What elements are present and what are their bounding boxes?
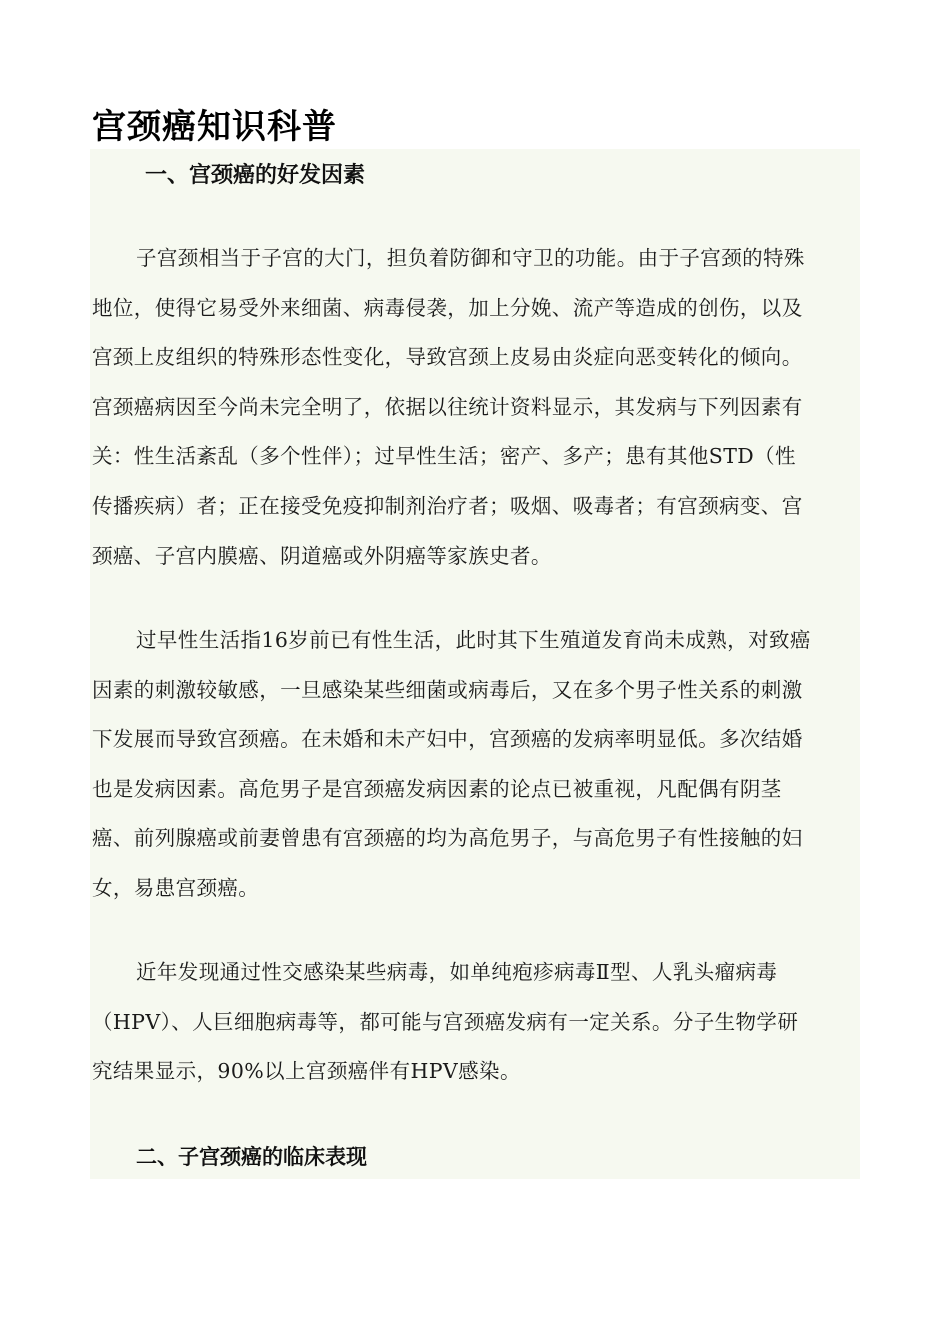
paragraph-line: 关：性生活紊乱（多个性伴）；过早性生活；密产、多产；患有其他STD（性 — [92, 444, 796, 469]
section-heading-risk-factors: 一、宫颈癌的好发因素 — [145, 163, 366, 188]
paragraph-line: 宫颈上皮组织的特殊形态性变化，导致宫颈上皮易由炎症向恶变转化的倾向。 — [92, 345, 803, 370]
section-heading-clinical-manifestations: 二、子宫颈癌的临床表现 — [136, 1145, 367, 1169]
paragraph-viral-infection — [92, 948, 860, 1097]
paragraph-line: 癌、前列腺癌或前妻曾患有宫颈癌的均为高危男子，与高危男子有性接触的妇 — [92, 826, 803, 851]
document-title: 宫颈癌知识科普 — [92, 107, 337, 147]
paragraph-line: 因素的刺激较敏感，一旦感染某些细菌或病毒后，又在多个男子性关系的刺激 — [92, 677, 803, 702]
paragraph-line: 地位，使得它易受外来细菌、病毒侵袭，加上分娩、流产等造成的创伤，以及 — [92, 295, 803, 320]
paragraph-line: 近年发现通过性交感染某些病毒，如单纯疱疹病毒Ⅱ型、人乳头瘤病毒 — [136, 960, 778, 984]
paragraph-line: 也是发病因素。高危男子是宫颈癌发病因素的论点已被重视，凡配偶有阴茎 — [92, 776, 782, 801]
paragraph-line: 子宫颈相当于子宫的大门，担负着防御和守卫的功能。由于子宫颈的特殊 — [136, 246, 805, 270]
paragraph-line: 究结果显示，90%以上宫颈癌伴有HPV感染。 — [92, 1059, 521, 1084]
paragraph-cervix-function — [92, 234, 860, 581]
paragraph-line: 过早性生活指16岁前已有性生活，此时其下生殖道发育尚未成熟，对致癌 — [136, 628, 811, 652]
paragraph-line: 传播疾病）者；正在接受免疫抑制剂治疗者；吸烟、吸毒者；有宫颈病变、宫 — [92, 493, 803, 518]
paragraph-line: （HPV）、人巨细胞病毒等，都可能与宫颈癌发病有一定关系。分子生物学研 — [92, 1009, 799, 1034]
paragraph-early-sexual-activity — [92, 616, 860, 914]
paragraph-line: 下发展而导致宫颈癌。在未婚和未产妇中，宫颈癌的发病率明显低。多次结婚 — [92, 727, 803, 752]
paragraph-line: 女，易患宫颈癌。 — [92, 875, 260, 900]
paragraph-line: 宫颈癌病因至今尚未完全明了，依据以往统计资料显示，其发病与下列因素有 — [92, 394, 803, 419]
paragraph-line: 颈癌、子宫内膜癌、阴道癌或外阴癌等家族史者。 — [92, 543, 552, 568]
